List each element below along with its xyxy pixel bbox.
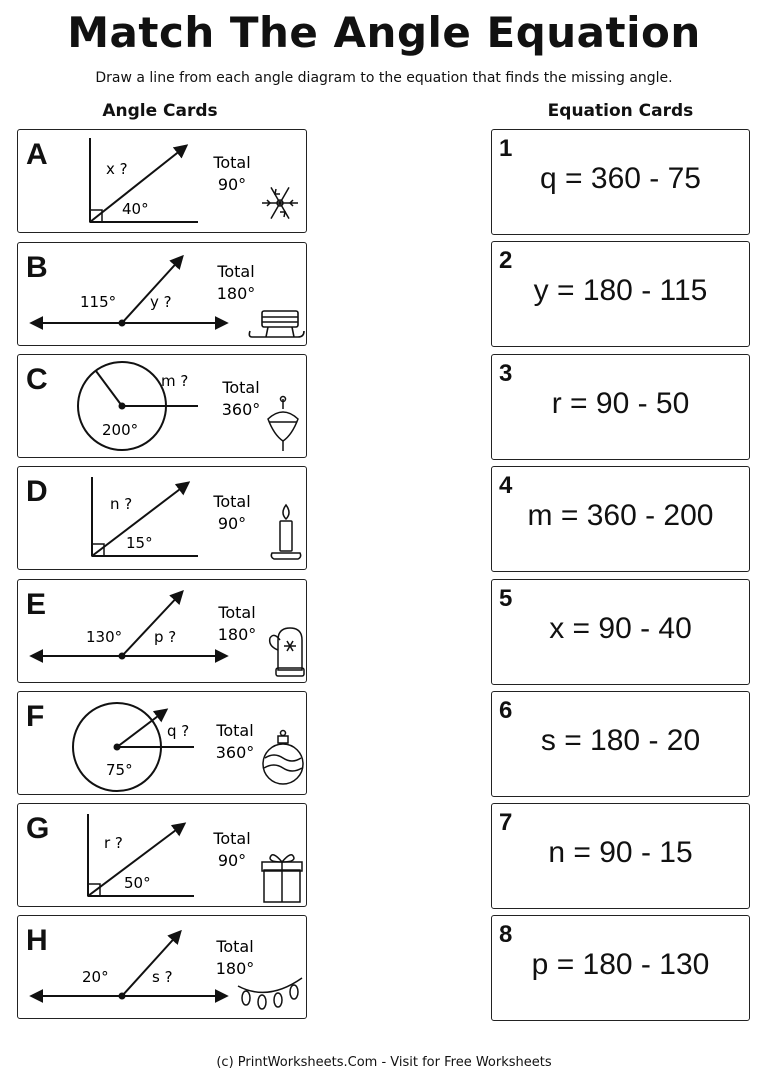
right-angle-diagram bbox=[18, 467, 308, 571]
mitten-icon bbox=[270, 628, 304, 676]
equation-card-1[interactable] bbox=[491, 129, 750, 235]
straight-angle-diagram bbox=[18, 580, 308, 684]
equation-text: s = 180 - 20 bbox=[540, 724, 701, 757]
card-number: 7 bbox=[499, 809, 513, 836]
card-letter: D bbox=[26, 475, 48, 508]
equation-text: p = 180 - 130 bbox=[531, 948, 710, 981]
equation-card-2[interactable] bbox=[491, 241, 750, 347]
known-angle-label: 50° bbox=[124, 874, 151, 892]
total-value: 90° bbox=[217, 514, 247, 533]
right-angle-diagram bbox=[18, 130, 308, 234]
sled-icon bbox=[249, 311, 304, 337]
unknown-angle-label: y ? bbox=[150, 293, 172, 311]
candle-icon bbox=[271, 505, 300, 559]
total-value: 90° bbox=[217, 175, 247, 194]
full-turn-diagram bbox=[18, 355, 308, 459]
angle-card-f[interactable] bbox=[17, 691, 307, 795]
spinning-top-ornament-icon bbox=[268, 397, 298, 452]
angle-card-c[interactable] bbox=[17, 354, 307, 458]
card-letter: H bbox=[26, 924, 48, 957]
known-angle-label: 130° bbox=[86, 628, 123, 646]
card-number: 2 bbox=[499, 247, 513, 274]
straight-angle-diagram bbox=[18, 243, 308, 347]
unknown-angle-label: p ? bbox=[154, 628, 177, 646]
total-label: Total bbox=[216, 937, 254, 956]
angle-card-a[interactable] bbox=[17, 129, 307, 233]
card-number: 1 bbox=[499, 135, 513, 162]
known-angle-label: 75° bbox=[106, 761, 133, 779]
unknown-angle-label: r ? bbox=[104, 834, 123, 852]
equation-card-7[interactable] bbox=[491, 803, 750, 909]
total-value: 360° bbox=[215, 743, 255, 762]
footer-credit: (c) PrintWorksheets.Com - Visit for Free Worksheets bbox=[216, 1055, 552, 1070]
angle-card-e[interactable] bbox=[17, 579, 307, 683]
total-value: 90° bbox=[217, 851, 247, 870]
total-label: Total bbox=[213, 492, 251, 511]
full-turn-diagram bbox=[18, 692, 308, 796]
total-value: 360° bbox=[221, 400, 261, 419]
card-letter: A bbox=[26, 138, 48, 171]
equation-card-8[interactable] bbox=[491, 915, 750, 1021]
total-value: 180° bbox=[216, 284, 256, 303]
card-number: 8 bbox=[499, 921, 513, 948]
card-letter: E bbox=[26, 588, 47, 621]
total-value: 180° bbox=[217, 625, 257, 644]
total-label: Total bbox=[213, 153, 251, 172]
card-number: 3 bbox=[499, 360, 513, 387]
total-label: Total bbox=[217, 262, 255, 281]
unknown-angle-label: x ? bbox=[106, 160, 128, 178]
angle-card-g[interactable] bbox=[17, 803, 307, 907]
equation-text: r = 90 - 50 bbox=[551, 387, 690, 420]
known-angle-label: 40° bbox=[122, 200, 149, 218]
equation-card-4[interactable] bbox=[491, 466, 750, 572]
known-angle-label: 115° bbox=[80, 293, 117, 311]
known-angle-label: 20° bbox=[82, 968, 109, 986]
known-angle-label: 15° bbox=[126, 534, 153, 552]
card-letter: B bbox=[26, 251, 48, 284]
total-label: Total bbox=[216, 721, 254, 740]
angle-cards-header: Angle Cards bbox=[102, 101, 218, 121]
straight-angle-diagram bbox=[18, 916, 308, 1020]
angle-card-b[interactable] bbox=[17, 242, 307, 346]
unknown-angle-label: m ? bbox=[161, 372, 189, 390]
unknown-angle-label: n ? bbox=[110, 495, 133, 513]
equation-card-6[interactable] bbox=[491, 691, 750, 797]
angle-card-h[interactable] bbox=[17, 915, 307, 1019]
page-instructions: Draw a line from each angle diagram to the equation that finds the missing angle. bbox=[95, 70, 673, 86]
card-number: 5 bbox=[499, 585, 513, 612]
bauble-ornament-icon bbox=[263, 731, 303, 785]
angle-card-d[interactable] bbox=[17, 466, 307, 570]
equation-text: y = 180 - 115 bbox=[533, 274, 708, 307]
card-number: 4 bbox=[499, 472, 513, 499]
equation-cards-header: Equation Cards bbox=[547, 101, 694, 121]
equation-text: x = 90 - 40 bbox=[549, 612, 692, 645]
equation-text: m = 360 - 200 bbox=[527, 499, 714, 532]
equation-text: q = 360 - 75 bbox=[540, 162, 701, 195]
card-number: 6 bbox=[499, 697, 513, 724]
page-title: Match The Angle Equation bbox=[67, 8, 701, 57]
card-letter: F bbox=[26, 700, 45, 733]
gift-box-icon bbox=[262, 855, 302, 902]
equation-card-3[interactable] bbox=[491, 354, 750, 460]
total-label: Total bbox=[222, 378, 260, 397]
total-label: Total bbox=[213, 829, 251, 848]
right-angle-diagram bbox=[18, 804, 308, 908]
unknown-angle-label: q ? bbox=[167, 722, 190, 740]
total-value: 180° bbox=[215, 959, 255, 978]
unknown-angle-label: s ? bbox=[152, 968, 173, 986]
equation-card-5[interactable] bbox=[491, 579, 750, 685]
total-label: Total bbox=[218, 603, 256, 622]
snowflake-icon bbox=[262, 187, 298, 218]
known-angle-label: 200° bbox=[102, 421, 139, 439]
string-lights-icon bbox=[238, 978, 302, 1009]
equation-text: n = 90 - 15 bbox=[548, 836, 693, 869]
card-letter: G bbox=[26, 812, 50, 845]
card-letter: C bbox=[26, 363, 48, 396]
